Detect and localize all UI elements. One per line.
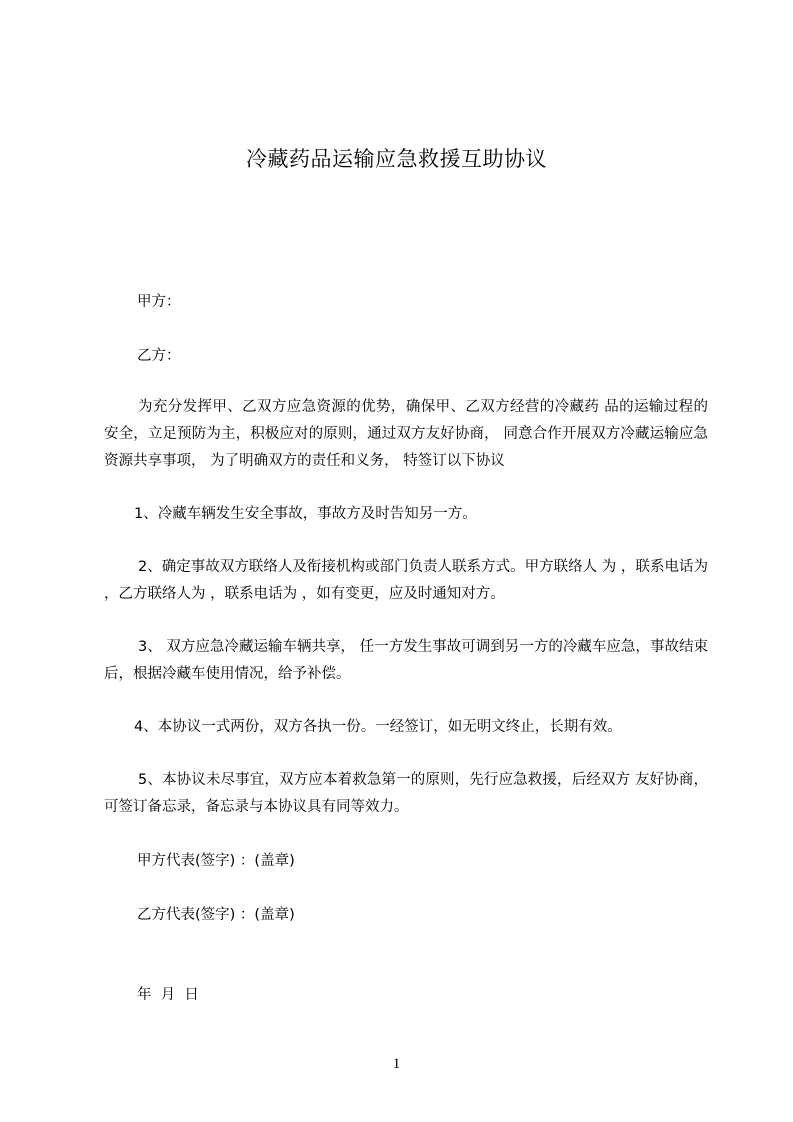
signature-party-b: 乙方代表(签字) ：(盖章) xyxy=(137,907,295,923)
party-b-label: 乙方： xyxy=(137,348,181,364)
party-a-label: 甲方： xyxy=(137,294,181,310)
intro-paragraph: 为充分发挥甲、乙双方应急资源的优势，确保甲、乙双方经营的冷藏药 品的运输过程的安全，立足预防为主，积极应对的原则，通过双方友好协商， 同意合作开展双方冷藏运输应急资源共享事项， 为了明确双方的责任和义务， 特签订以下协议 xyxy=(104,399,708,469)
clause-3: 3、 双方应急冷藏运输车辆共享， 任一方发生事故可调到另一方的冷藏车应急，事故结束后，根据冷藏车使用情况，给予补偿。 xyxy=(104,639,708,682)
clause-1: 1、冷藏车辆发生安全事故，事故方及时告知另一方。 xyxy=(134,506,477,522)
clause-4: 4、本协议一式两份，双方各执一份。一经签订，如无明文终止，长期有效。 xyxy=(134,719,622,735)
signing-date: 年 月 日 xyxy=(137,987,199,1003)
document-title: 冷藏药品运输应急救援互助协议 xyxy=(246,147,547,171)
signature-party-a: 甲方代表(签字) ：(盖章) xyxy=(137,853,295,869)
page-number: 1 xyxy=(392,1056,401,1072)
clause-2: 2、确定事故双方联络人及衔接机构或部门负责人联系方式。甲方联络人 为 ，联系电话为 ，乙方联络人为 ，联系电话为 ，如有变更，应及时通知对方。 xyxy=(104,559,708,602)
clause-5: 5、本协议未尽事宜，双方应本着救急第一的原则，先行应急救援，后经双方 友好协商，可签订备忘录，备忘录与本协议具有同等效力。 xyxy=(104,772,708,815)
